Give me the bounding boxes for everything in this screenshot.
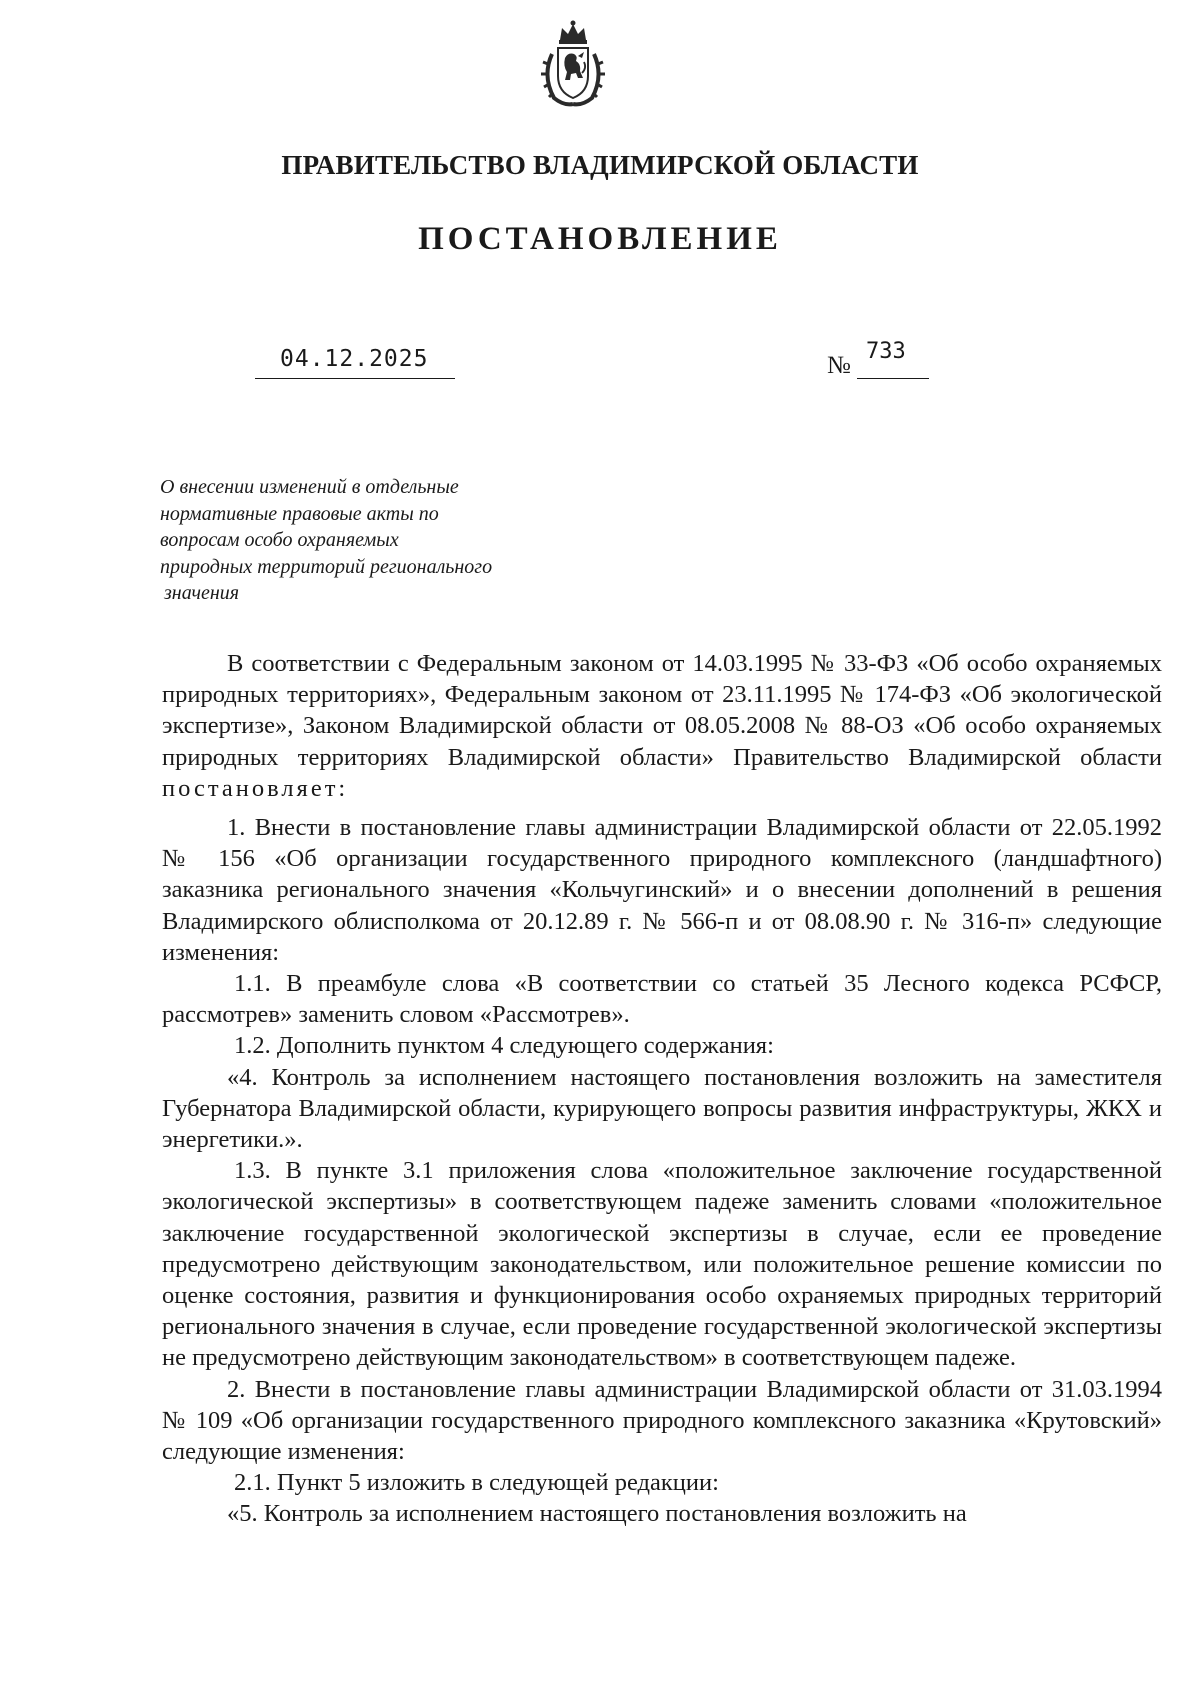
- number-sign: №: [827, 352, 851, 379]
- subject-line: О внесении изменений в отдельные: [160, 476, 459, 498]
- government-title: ПРАВИТЕЛЬСТВО ВЛАДИМИРСКОЙ ОБЛАСТИ: [281, 150, 919, 180]
- subject-line: нормативные правовые акты по: [160, 502, 439, 525]
- subject-line: природных территорий регионального: [160, 555, 493, 578]
- preamble-text: В соответствии с Федеральным законом от 14.03.1995 № 33-ФЗ «Об особо охраняемых природных территориях», Федеральным законом от 23.11.1995 № 174-ФЗ «Об экологической экспертизе», Законом Владимирской области от 08.05.2008 № 88-ОЗ «Об особо охраняемых природных территориях Владимирской области» Правительство Владимирской области: [162, 650, 1162, 771]
- clause-2-1-quote: «5. Контроль за исполнением настоящего постановления возложить на: [227, 1500, 967, 1528]
- date-underline: [255, 378, 455, 379]
- document-subject: [160, 474, 580, 607]
- clause-2: 2. Внести в постановление главы администрации Владимирской области от 31.03.1994 № 109 «Об организации государственного природного комплексного заказника «Крутовский» следующие изменения:: [162, 1375, 1162, 1466]
- clause-1-1: 1.1. В преамбуле слова «В соответствии со статьей 35 Лесного кодекса РСФСР, рассмотрев» заменить словом «Рассмотрев».: [162, 970, 1162, 1029]
- number-underline: [857, 378, 929, 379]
- clause-2-1: 2.1. Пункт 5 изложить в следующей редакции:: [234, 1469, 719, 1497]
- document-body: [162, 648, 1162, 1530]
- subject-line: значения: [164, 582, 240, 604]
- clause-1: 1. Внести в постановление главы администрации Владимирской области от 22.05.1992 № 156 «Об организации государственного природного комплексного (ландшафтного) заказника регионального значения «Кольчугинский» и о внесении дополнений в решения Владимирского облисполкома от 20.12.89 г. № 566-п и от 08.08.90 г. № 316-п» следующие изменения:: [162, 814, 1162, 966]
- document-number: 733: [866, 339, 906, 364]
- decree-word: постановляет:: [162, 774, 349, 802]
- vladimir-region-coat-of-arms-icon: [538, 18, 608, 108]
- clause-1-2: 1.2. Дополнить пунктом 4 следующего содержания:: [234, 1032, 774, 1060]
- document-type-title: ПОСТАНОВЛЕНИЕ: [418, 221, 782, 257]
- clause-1-2-quote: «4. Контроль за исполнением настоящего постановления возложить на заместителя Губернатора Владимирской области, курирующего вопросы развития инфраструктуры, ЖКХ и энергетики.».: [162, 1063, 1162, 1154]
- clause-1-3: 1.3. В пункте 3.1 приложения слова «положительное заключение государственной экологической экспертизы» в соответствующем падеже заменить словами «положительное заключение государственной экологической экспертизы в случае, если ее проведение предусмотрено действующим законодательством, или положительное решение комиссии по оценке состояния, развития и функционирования особо охраняемых природных территорий регионального значения в случае, если проведение государственной экологической экспертизы не предусмотрено действующим законодательством» в соответствующем падеже.: [162, 1157, 1162, 1372]
- preamble-paragraph: [162, 648, 1162, 804]
- subject-line: вопросам особо охраняемых: [160, 529, 399, 551]
- document-date: 04.12.2025: [280, 346, 429, 372]
